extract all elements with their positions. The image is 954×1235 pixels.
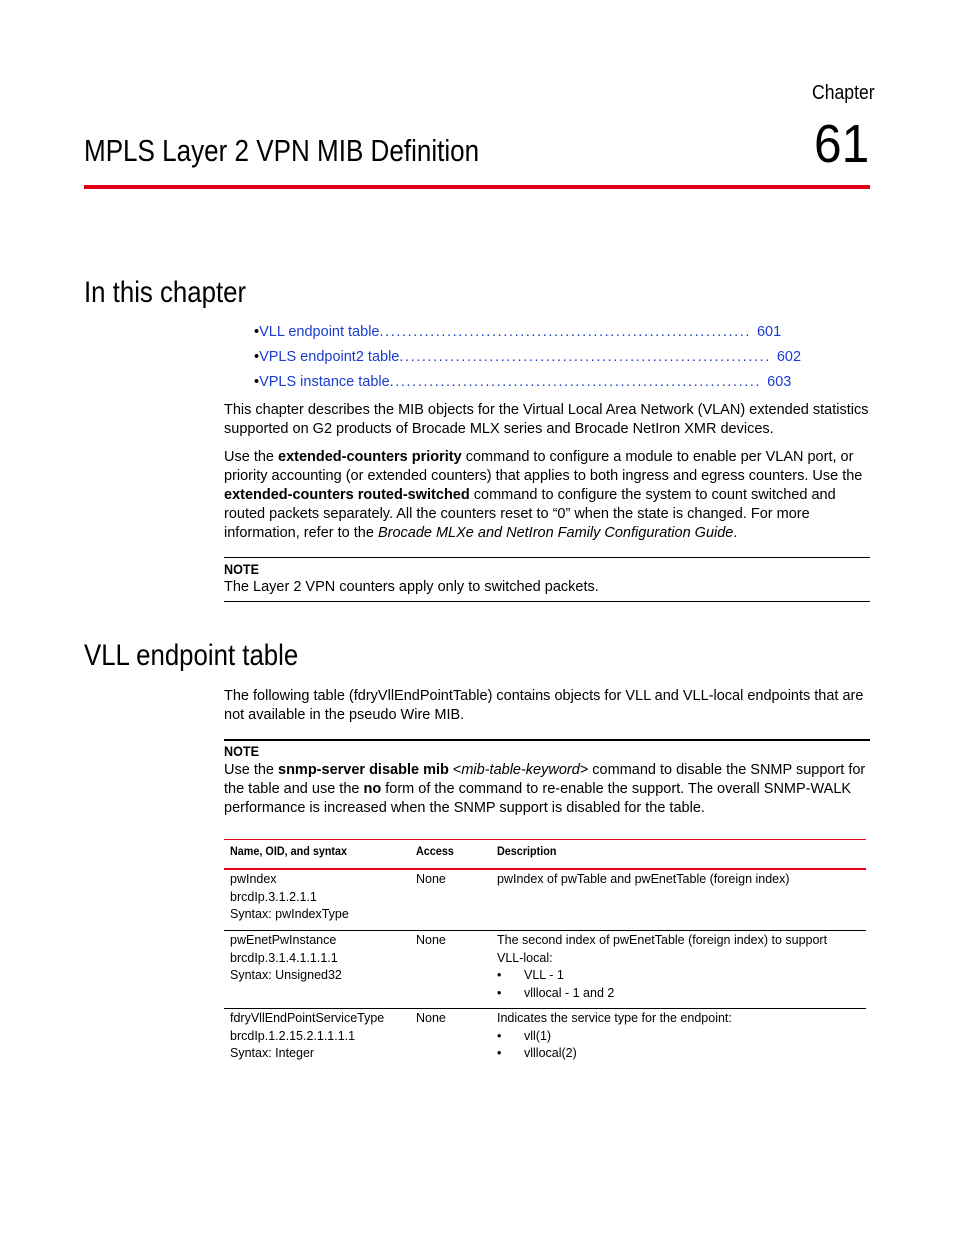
vll-intro-paragraph: The following table (fdryVllEndPointTable) contains objects for VLL and VLL-local endpoints that are not available in the pseudo Wire MIB. — [224, 688, 864, 723]
bullet-icon: • — [254, 349, 260, 365]
access-cell: None — [416, 1011, 446, 1025]
bullet-item: • VLL - 1 — [497, 967, 827, 985]
note-top-rule — [224, 739, 870, 741]
name-oid-syntax-cell — [230, 871, 349, 924]
note-bottom-rule — [224, 601, 870, 602]
row-divider — [224, 1008, 866, 1009]
note-text: The Layer 2 VPN counters apply only to switched packets. — [224, 579, 599, 595]
toc-leader-dots: .................................................................. — [399, 349, 771, 365]
argument-mib-table-keyword: mib-table-keyword — [461, 762, 580, 778]
row-divider — [224, 930, 866, 931]
access-cell: None — [416, 872, 446, 886]
guide-title: Brocade MLXe and NetIron Family Configuration Guide — [377, 525, 734, 541]
chapter-number: 61 — [814, 114, 870, 174]
chapter-label: Chapter — [812, 82, 875, 104]
toc-page-number[interactable]: 603 — [767, 374, 792, 390]
column-header-name: Name, OID, and syntax — [230, 844, 348, 858]
bullet-icon: • — [497, 1046, 502, 1060]
object-name: pwEnetPwInstance — [230, 933, 337, 947]
bullet-item: • vlllocal(2) — [497, 1045, 732, 1063]
object-syntax: Syntax: Integer — [230, 1046, 315, 1060]
description-cell: pwIndex of pwTable and pwEnetTable (foreign index) — [497, 872, 790, 886]
keyword-no: no — [363, 781, 382, 797]
toc-page-number[interactable]: 602 — [776, 349, 802, 365]
table-top-rule — [224, 839, 866, 840]
column-header-access: Access — [416, 844, 454, 858]
description-cell: The second index of pwEnetTable (foreign index) to support VLL-local: • VLL - 1 • vlllocal - 1 and 2 — [497, 932, 827, 1002]
toc-item-vpls-instance-table[interactable] — [254, 373, 792, 391]
toc-leader-dots: .................................................................. — [379, 324, 751, 340]
object-oid: brcdIp.3.1.4.1.1.1.1 — [230, 950, 338, 965]
table-header-rule — [224, 868, 866, 870]
note-top-rule — [224, 557, 870, 558]
bullet-icon: • — [497, 1028, 502, 1043]
access-cell: None — [416, 933, 446, 947]
section-heading-vll-endpoint-table: VLL endpoint table — [84, 639, 299, 672]
chapter-intro-paragraph: This chapter describes the MIB objects for the Virtual Local Area Network (VLAN) extended statistics supported on G2 products of Brocade MLX series and Brocade NetIron XMR devices. — [224, 402, 869, 437]
column-header-description: Description — [497, 844, 557, 858]
chapter-title: MPLS Layer 2 VPN MIB Definition — [84, 133, 480, 168]
vll-endpoint-table — [224, 839, 866, 1069]
toc-item-vll-endpoint-table[interactable] — [254, 323, 782, 341]
bullet-item: • vlllocal - 1 and 2 — [497, 985, 827, 1003]
object-syntax: Syntax: pwIndexType — [230, 907, 349, 921]
title-rule — [84, 185, 870, 189]
section-heading-in-this-chapter: In this chapter — [84, 276, 247, 309]
bullet-item: • vll(1) — [497, 1028, 732, 1046]
bullet-icon: • — [254, 324, 260, 340]
command-extended-counters-routed-switched: extended-counters routed-switched — [224, 487, 470, 503]
vll-note-text: Use the snmp-server disable mib <mib-table-keyword> command to disable the SNMP support for the table and use the no form of the command to re-enable the support. The overall SNMP-WALK performance is increased when the SNMP support is disabled for the table. — [224, 762, 866, 816]
toc-link-label[interactable]: VPLS endpoint2 table — [259, 349, 400, 365]
command-snmp-server-disable-mib: snmp-server disable mib — [278, 762, 449, 778]
toc-page-number[interactable]: 601 — [756, 324, 782, 340]
toc-link-label[interactable]: VLL endpoint table — [259, 324, 380, 340]
toc-leader-dots: .................................................................. — [389, 374, 762, 390]
extended-counters-paragraph: Use the extended-counters priority command to configure a module to enable per VLAN port, or priority accounting (or extended counters) that applies to both ingress and egress counters. Use the extended-counters routed-switched command to configure the system to count switched and routed packets separately. All the counters reset to “0” when the state is changed. For more information, refer to the Brocade MLXe and NetIron Family Configuration Guide. — [224, 449, 863, 541]
command-extended-counters-priority: extended-counters priority — [278, 449, 462, 465]
toc-item-vpls-endpoint2-table[interactable] — [254, 348, 802, 366]
note-label: NOTE — [224, 743, 260, 759]
bullet-icon: • — [254, 374, 260, 390]
object-oid: brcdIp.1.2.15.2.1.1.1.1 — [230, 1028, 356, 1043]
note-label: NOTE — [224, 561, 260, 577]
bullet-icon: • — [497, 985, 502, 1000]
object-name: pwIndex — [230, 872, 277, 886]
object-syntax: Syntax: Unsigned32 — [230, 968, 342, 982]
object-oid: brcdIp.3.1.2.1.1 — [230, 889, 317, 904]
description-cell: Indicates the service type for the endpoint: • vll(1) • vlllocal(2) — [497, 1010, 732, 1063]
name-oid-syntax-cell — [230, 932, 342, 985]
bullet-icon: • — [497, 968, 502, 982]
name-oid-syntax-cell — [230, 1010, 384, 1063]
object-name: fdryVllEndPointServiceType — [230, 1011, 385, 1025]
toc-link-label[interactable]: VPLS instance table — [259, 374, 390, 390]
